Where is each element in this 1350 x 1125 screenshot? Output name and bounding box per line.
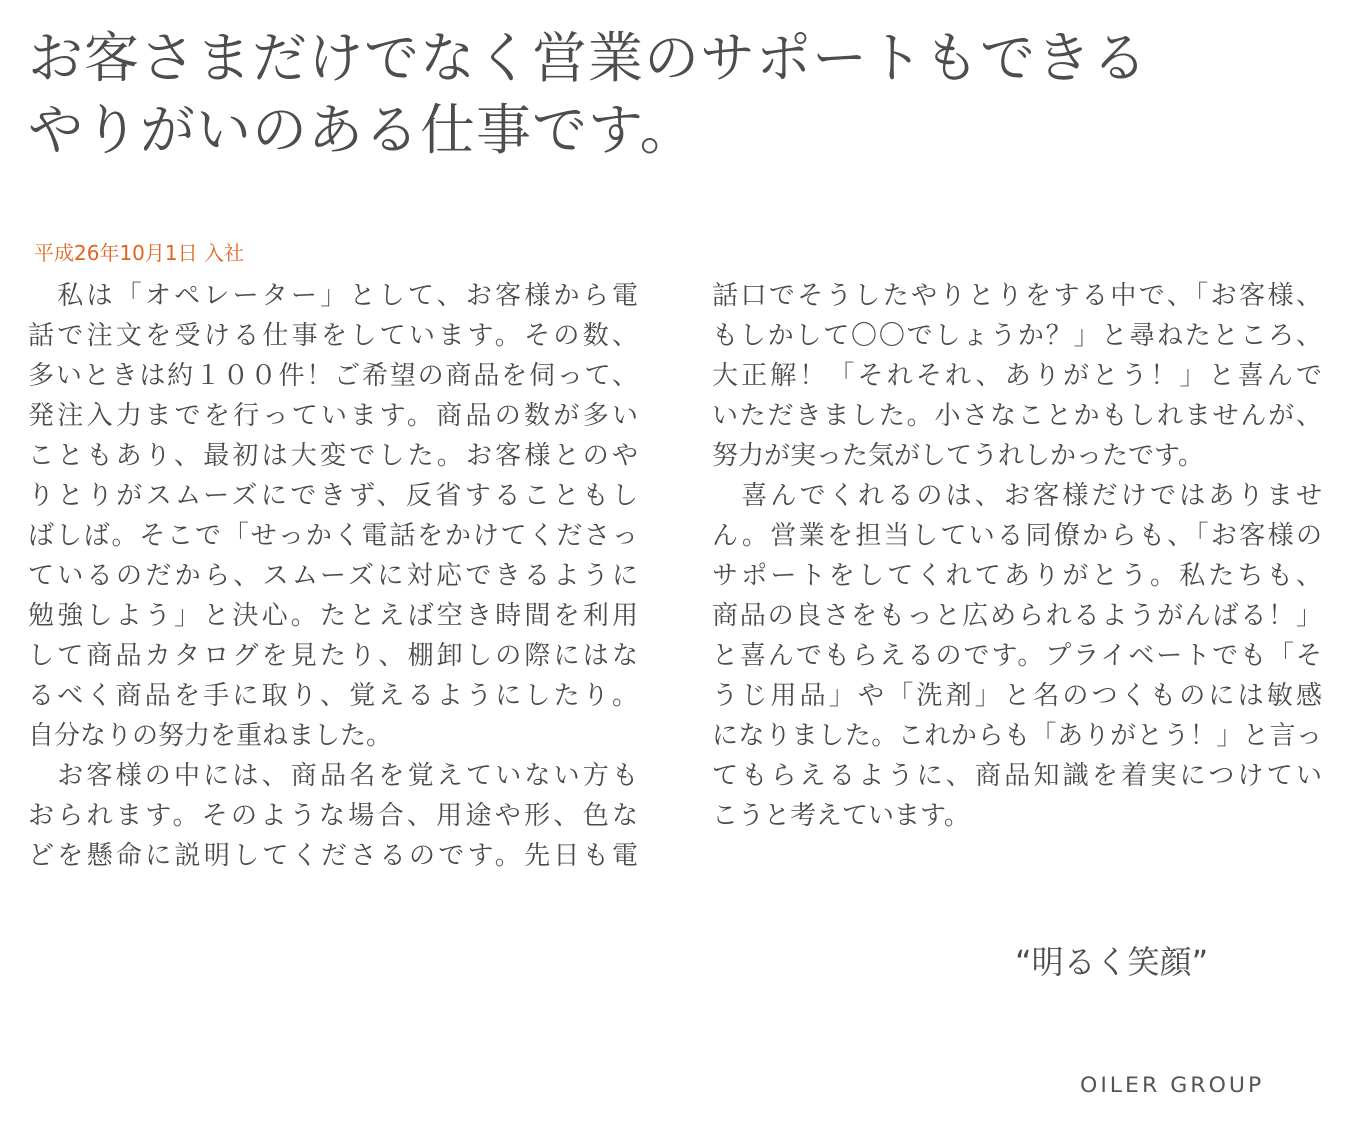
- body-line: 多いときは約１００件！ご希望の商品を伺って、: [28, 361, 638, 391]
- body-line: お客様の中には、商品名を覚えていない方も: [28, 761, 638, 791]
- body-line: 商品の良さをもっと広められるようがんばる！」: [712, 601, 1322, 631]
- page-title: [28, 22, 1308, 166]
- body-line: 発注入力までを行っています。商品の数が多い: [28, 401, 638, 431]
- body-line: るべく商品を手に取り、覚えるようにしたり。: [28, 681, 638, 711]
- body-line: こうと考えています。: [712, 801, 970, 831]
- body-line: して商品カタログを見たり、棚卸しの際にはな: [28, 641, 638, 671]
- body-line: どを懸命に説明してくださるのです。先日も電: [28, 841, 638, 871]
- body-line: 話で注文を受ける仕事をしています。その数、: [28, 321, 638, 351]
- join-date-label: 平成26年10月1日 入社: [34, 241, 244, 265]
- motto-quote: “明るく笑顔”: [1015, 943, 1209, 981]
- body-line: こともあり、最初は大変でした。お客様とのや: [28, 441, 638, 471]
- body-line: 勉強しよう」と決心。たとえば空き時間を利用: [28, 601, 638, 631]
- body-line: 喜んでくれるのは、お客様だけではありませ: [712, 481, 1322, 511]
- title-line-1: お客さまだけでなく営業のサポートもできる: [28, 26, 1149, 90]
- body-column-right: [712, 276, 1322, 836]
- body-line: ん。営業を担当している同僚からも、「お客様の: [712, 521, 1322, 551]
- body-line: 私は「オペレーター」として、お客様から電: [28, 281, 638, 311]
- body-line: ているのだから、スムーズに対応できるように: [28, 561, 638, 591]
- body-line: てもらえるように、商品知識を着実につけてい: [712, 761, 1322, 791]
- body-line: 自分なりの努力を重ねました。: [28, 721, 393, 751]
- body-column-left: [28, 276, 638, 876]
- body-line: 大正解！「それそれ、ありがとう！」と喜んで: [712, 361, 1322, 391]
- company-logo: OILER GROUP: [1080, 1074, 1265, 1098]
- body-line: うじ用品」や「洗剤」と名のつくものには敏感: [712, 681, 1322, 711]
- body-line: ばしば。そこで「せっかく電話をかけてくださっ: [28, 521, 638, 551]
- title-line-2: やりがいのある仕事です。: [28, 98, 696, 162]
- body-line: いただきました。小さなことかもしれませんが、: [712, 401, 1322, 431]
- body-line: もしかして〇〇でしょうか？」と尋ねたところ、: [712, 321, 1322, 351]
- body-line: 努力が実った気がしてうれしかったです。: [712, 441, 1204, 471]
- body-line: 話口でそうしたやりとりをする中で、「お客様、: [712, 281, 1322, 311]
- body-line: になりました。これからも「ありがとう！」と言っ: [712, 721, 1322, 751]
- body-line: サポートをしてくれてありがとう。私たちも、: [712, 561, 1322, 591]
- body-line: おられます。そのような場合、用途や形、色な: [28, 801, 638, 831]
- body-line: と喜んでもらえるのです。プライベートでも「そ: [712, 641, 1322, 671]
- body-line: りとりがスムーズにできず、反省することもし: [28, 481, 638, 511]
